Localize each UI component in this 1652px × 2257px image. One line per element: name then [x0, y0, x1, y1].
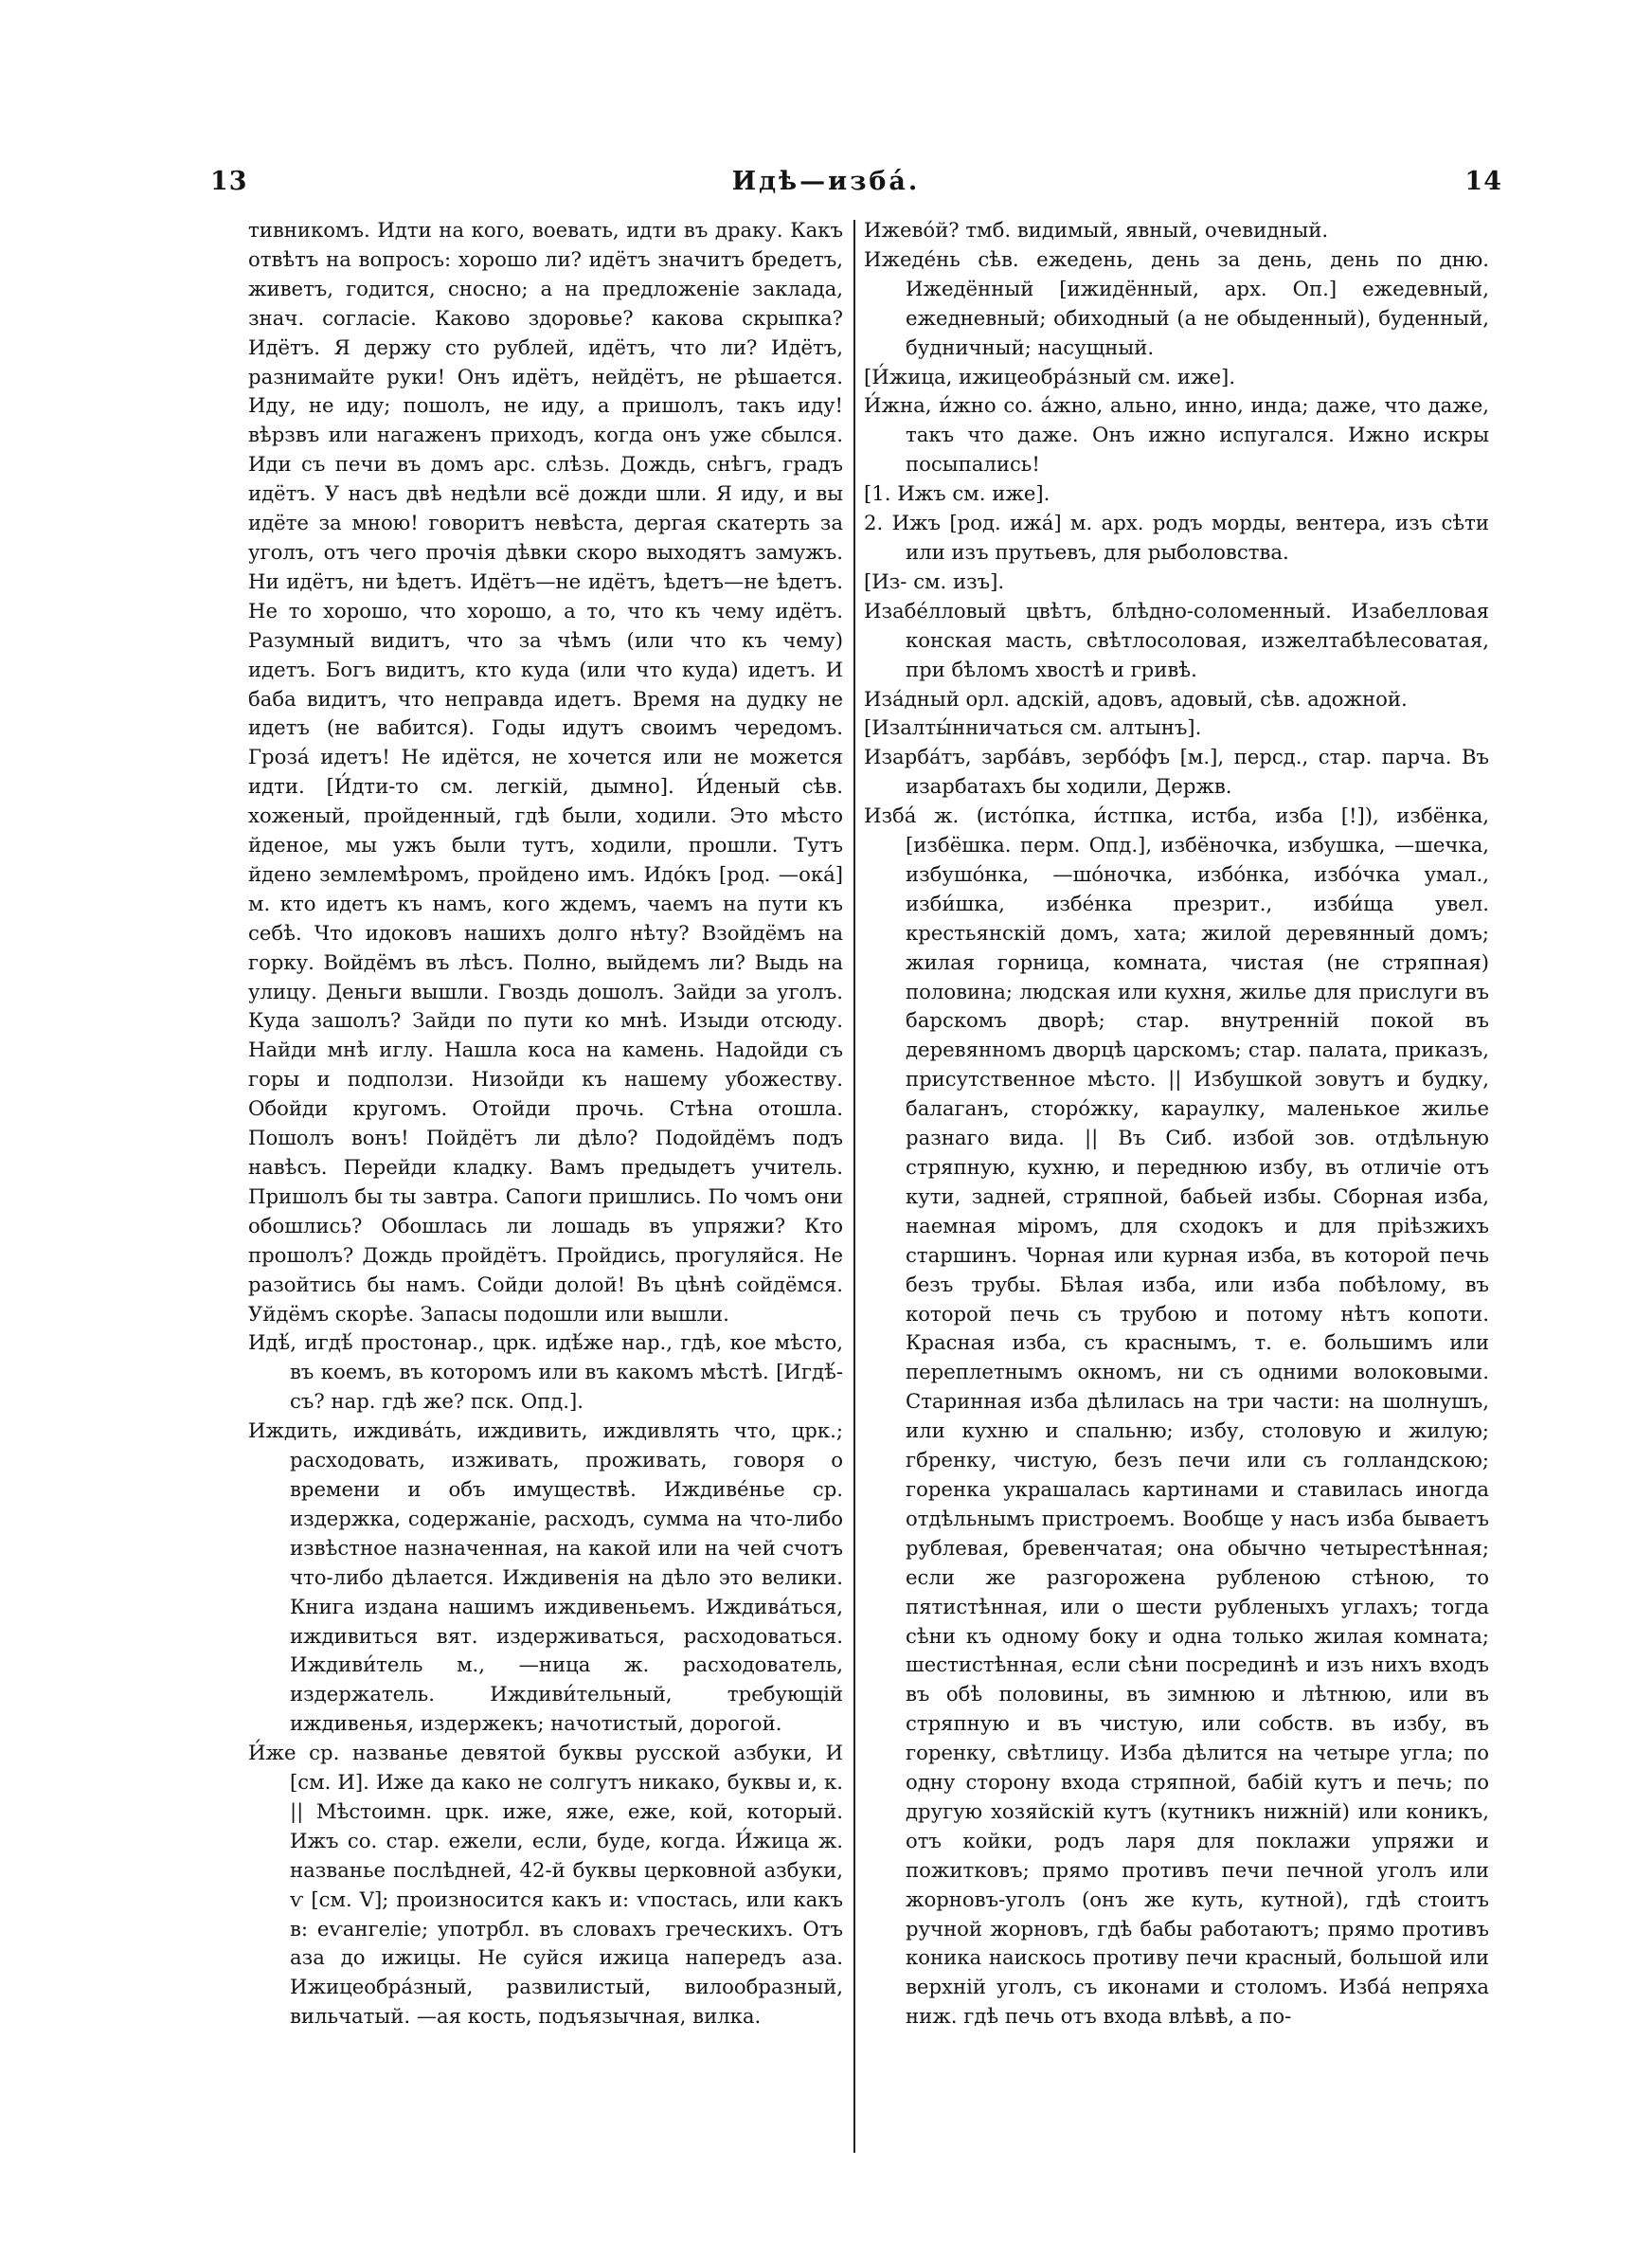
entry-izhdit: Иждить, иждивáть, иждивить, иждивлять что, црк.; расходовать, изживать, проживать, говоря о времени и объ имуществѣ. Иждивéнье ср. издержка, содержаніе, расходъ, сумма на что-либо извѣстное назначенная, на какой или на чей счотъ что-либо дѣлается. Иждивенія на дѣло это велики. Книга издана нашимъ иждивеньемъ. Иждивáться, иждивиться вят. издерживаться, расходоваться. Иждиви́тель м., —ница ж. расходователь, издержатель. Иждиви́тельный, требующій иждивенья, издержекъ; начотистый, дорогой.: [248, 1418, 843, 1736]
entry-izh-2: 2. Ижъ [род. ижá] м. арх. родъ морды, вентера, изъ сѣти или изъ прутьевъ, для рыболовства.: [864, 511, 1489, 564]
entry-izhevoy: Ижевóй? тмб. видимый, явный, очевидный.: [864, 218, 1329, 242]
entry-izabellovy: Изабéлловый цвѣтъ, блѣдно-соломенный. Изабелловая конская масть, свѣтлосоловая, изжелтабѣлесоватая, при бѣломъ хвостѣ и гривѣ.: [864, 598, 1489, 681]
left-page-number: 13: [210, 167, 248, 196]
running-title: Идѣ—изба́.: [731, 167, 921, 196]
entry-izhitsa-ref: [И́жица, ижицеобрáзный см. иже].: [864, 364, 1236, 388]
entry-izheden: Ижедéнь сѣв. ежедень, день за день, день по дню. Ижедённый [ижидённый, арх. Оп.] ежедевный, ежедневный; обиходный (а не обыденный), буденный, будничный; насущный.: [864, 246, 1489, 359]
entry-izhna: И́жна, и́жно со. áжно, ально, инно, инда; даже, что даже, такъ что даже. Онъ ижно испугался. Ижно искры посыпались!: [864, 393, 1489, 477]
entry-continuation: тивникомъ. Идти на кого, воевать, идти въ драку. Какъ отвѣтъ на вопросъ: хорошо ли? идётъ значитъ бредетъ, живетъ, годится, сносно; а на предложеніе заклада, знач. согласіе. Каково здоровье? какова скрыпка? Идётъ. Я держу сто рублей, идётъ, что ли? Идётъ, разнимайте руки! Онъ идётъ, нейдётъ, не рѣшается. Иду, не иду; пошолъ, не иду, а пришолъ, такъ иду! вѣрзвъ или нагаженъ приходъ, когда онъ уже сбылся. Иди съ печи въ домъ арс. слѣзь. Дождь, снѣгъ, градъ идётъ. У насъ двѣ недѣли всё дожди шли. Я иду, и вы идёте за мною! говоритъ невѣста, дергая скатерть за уголъ, отъ чего прочія дѣвки скоро выходятъ замужъ. Ни идётъ, ни ѣдетъ. Идётъ—не идётъ, ѣдетъ—не ѣдетъ. Не то хорошо, что хорошо, а то, что къ чему идётъ. Разумный видитъ, что за чѣмъ (или что къ чему) идетъ. Богъ видитъ, кто куда (или что куда) идетъ. И баба видитъ, что неправда идетъ. Время на дудку не идетъ (не вабится). Годы идутъ своимъ чередомъ. Грозá идетъ! Не идётся, не хочется или не можется идти. [И́дти-то см. легкій, дымно]. И́деный сѣв. хоженый, пройденный, гдѣ были, ходили. Это мѣсто йденое, мы ужъ были тутъ, ходили, прошли. Тутъ йдено землемѣромъ, пройдено имъ. Идóкъ [род. —окá] м. кто идетъ къ намъ, кого ждемъ, чаемъ на пути къ себѣ. Что идоковъ нашихъ долго нѣту? Взойдёмъ на горку. Войдёмъ въ лѣсъ. Полно, выйдемъ ли? Выдь на улицу. Деньги вышли. Гвоздь дошолъ. Зайди за уголъ. Куда зашолъ? Зайди по пути ко мнѣ. Изыди отсюду. Найди мнѣ иглу. Нашла коса на камень. Надойди съ горы и подползи. Низойди къ нашему убожеству. Обойди кругомъ. Отойди прочь. Стѣна отошла. Пошолъ вонъ! Пойдётъ ли дѣло? Подойдёмъ подъ навѣсъ. Перейди кладку. Вамъ предыдетъ учитель. Пришолъ бы ты завтра. Сапоги пришлись. По чомъ они обошлись? Обошлась ли лошадь въ упряжи? Кто прошолъ? Дождь пройдётъ. Пройдись, прогуляйся. Не разойтись бы намъ. Сойди долой! Въ цѣнѣ сойдёмся. Уйдёмъ скорѣе. Запасы подошли или вышли.: [248, 218, 843, 1326]
entry-izba: Изба́ ж. (истóпка, и́стпка, истба, изба [!]), избёнка, [избёшка. перм. Опд.], избёночка, избушка, —шечка, избушóнка, —шóночка, избóнка, избóчка умал., изби́шка, избéнка презрит., изби́ща увел. крестьянскій домъ, хата; жилой деревянный домъ; жилая горница, комната, чистая (не стряпная) половина; людская или кухня, жилье для прислуги въ барскомъ дворѣ; стар. внутренній покой въ деревянномъ дворцѣ царскомъ; стар. палата, приказъ, присутственное мѣсто. || Избушкой зовутъ и будку, балаганъ, сторóжку, караулку, маленькое жилье разнаго вида. || Въ Сиб. избой зов. отдѣльную стряпную, кухню, и переднюю избу, въ отличіе отъ кути, задней, стряпной, бабьей избы. Сборная изба, наемная міромъ, для сходокъ и для пріѣзжихъ старшинъ. Чорная или курная изба, въ которой печь безъ трубы. Бѣлая изба, или изба побѣлому, въ которой печь съ трубою и потому нѣтъ копоти. Красная изба, съ краснымъ, т. е. большимъ или переплетнымъ окномъ, ни съ одними волоковыми. Старинная изба дѣлилась на три части: на шолнушъ, или кухню и спальню; избу, столовую и жилую; гбренку, чистую, безъ печи или съ голландскою; горенка украшалась картинами и ставилась иногда отдѣльнымъ пристроемъ. Вообще у насъ изба бываетъ рублевая, бревенчатая; она обычно четырестѣнная; если же разгорожена рубленою стѣною, то пятистѣнная, или о шести рубленыхъ углахъ; тогда сѣни къ одному боку и одна только жилая комната; шестистѣнная, если сѣни посрединѣ и изъ нихъ входъ въ обѣ половины, въ зимнюю и лѣтнюю, или въ стряпную и въ чистую, или собств. въ избу, въ горенку, свѣтлицу. Изба дѣлится на четыре угла; по одну сторону входа стряпной, бабій кутъ и печь; по другую хозяйскій кутъ (кутникъ нижній) или коникъ, отъ койки, родъ ларя для поклажи упряжи и пожитковъ; прямо противъ печи печной уголъ или жорновъ-уголъ (онъ же куть, кутной), гдѣ стоитъ ручной жорновъ, гдѣ бабы работаютъ; прямо противъ коника наискось противу печи красный, большой или верхній уголъ, съ иконами и столомъ. Избá непряха ниж. гдѣ печь отъ входа влѣвѣ, а по-: [864, 803, 1489, 2029]
entry-ide: Идѣ́, игдѣ́ простонар., црк. идѣ́же нар., гдѣ, кое мѣсто, въ коемъ, въ которомъ или въ какомъ мѣстѣ. [Игдѣ́-съ? нар. гдѣ же? пск. Опд.].: [248, 1330, 843, 1414]
entry-izhe: И́же ср. названье девятой буквы русской азбуки, И [см. И]. Иже да како не солгутъ никако, буквы и, к. || Мѣстоимн. црк. иже, яже, еже, кой, который. Ижъ со. стар. ежели, если, буде, когда. И́жица ж. названье послѣдней, 42-й буквы церковной азбуки, ѵ [см. V]; произносится какъ и: ѵпостась, или какъ в: еѵангеліе; употрбл. въ словахъ греческихъ. Отъ аза до ижицы. Не суйся ижица напередъ аза. Ижицеобрáзный, развилистый, вилообразный, вильчатый. —ая кость, подъязычная, вилка.: [248, 1741, 843, 2029]
entry-izh-1: [1. Ижъ см. иже].: [864, 481, 1050, 506]
entry-iz-ref: [Из- см. изъ].: [864, 569, 1005, 593]
left-column: [248, 216, 843, 2215]
right-column: [864, 216, 1489, 2215]
entry-izaltynnichatsya-ref: [Изалты́нничаться см. алтынъ].: [864, 715, 1202, 740]
column-divider: [853, 220, 855, 2153]
entry-izarbat: Изарбáтъ, зарбáвъ, зербóфъ [м.], персд., стар. парча. Въ изарбатахъ бы ходили, Держв.: [864, 745, 1489, 799]
right-page-number: 14: [1464, 167, 1502, 196]
entry-izadny: Изáдный орл. адскій, адовъ, адовый, сѣв. адожной.: [864, 686, 1408, 711]
